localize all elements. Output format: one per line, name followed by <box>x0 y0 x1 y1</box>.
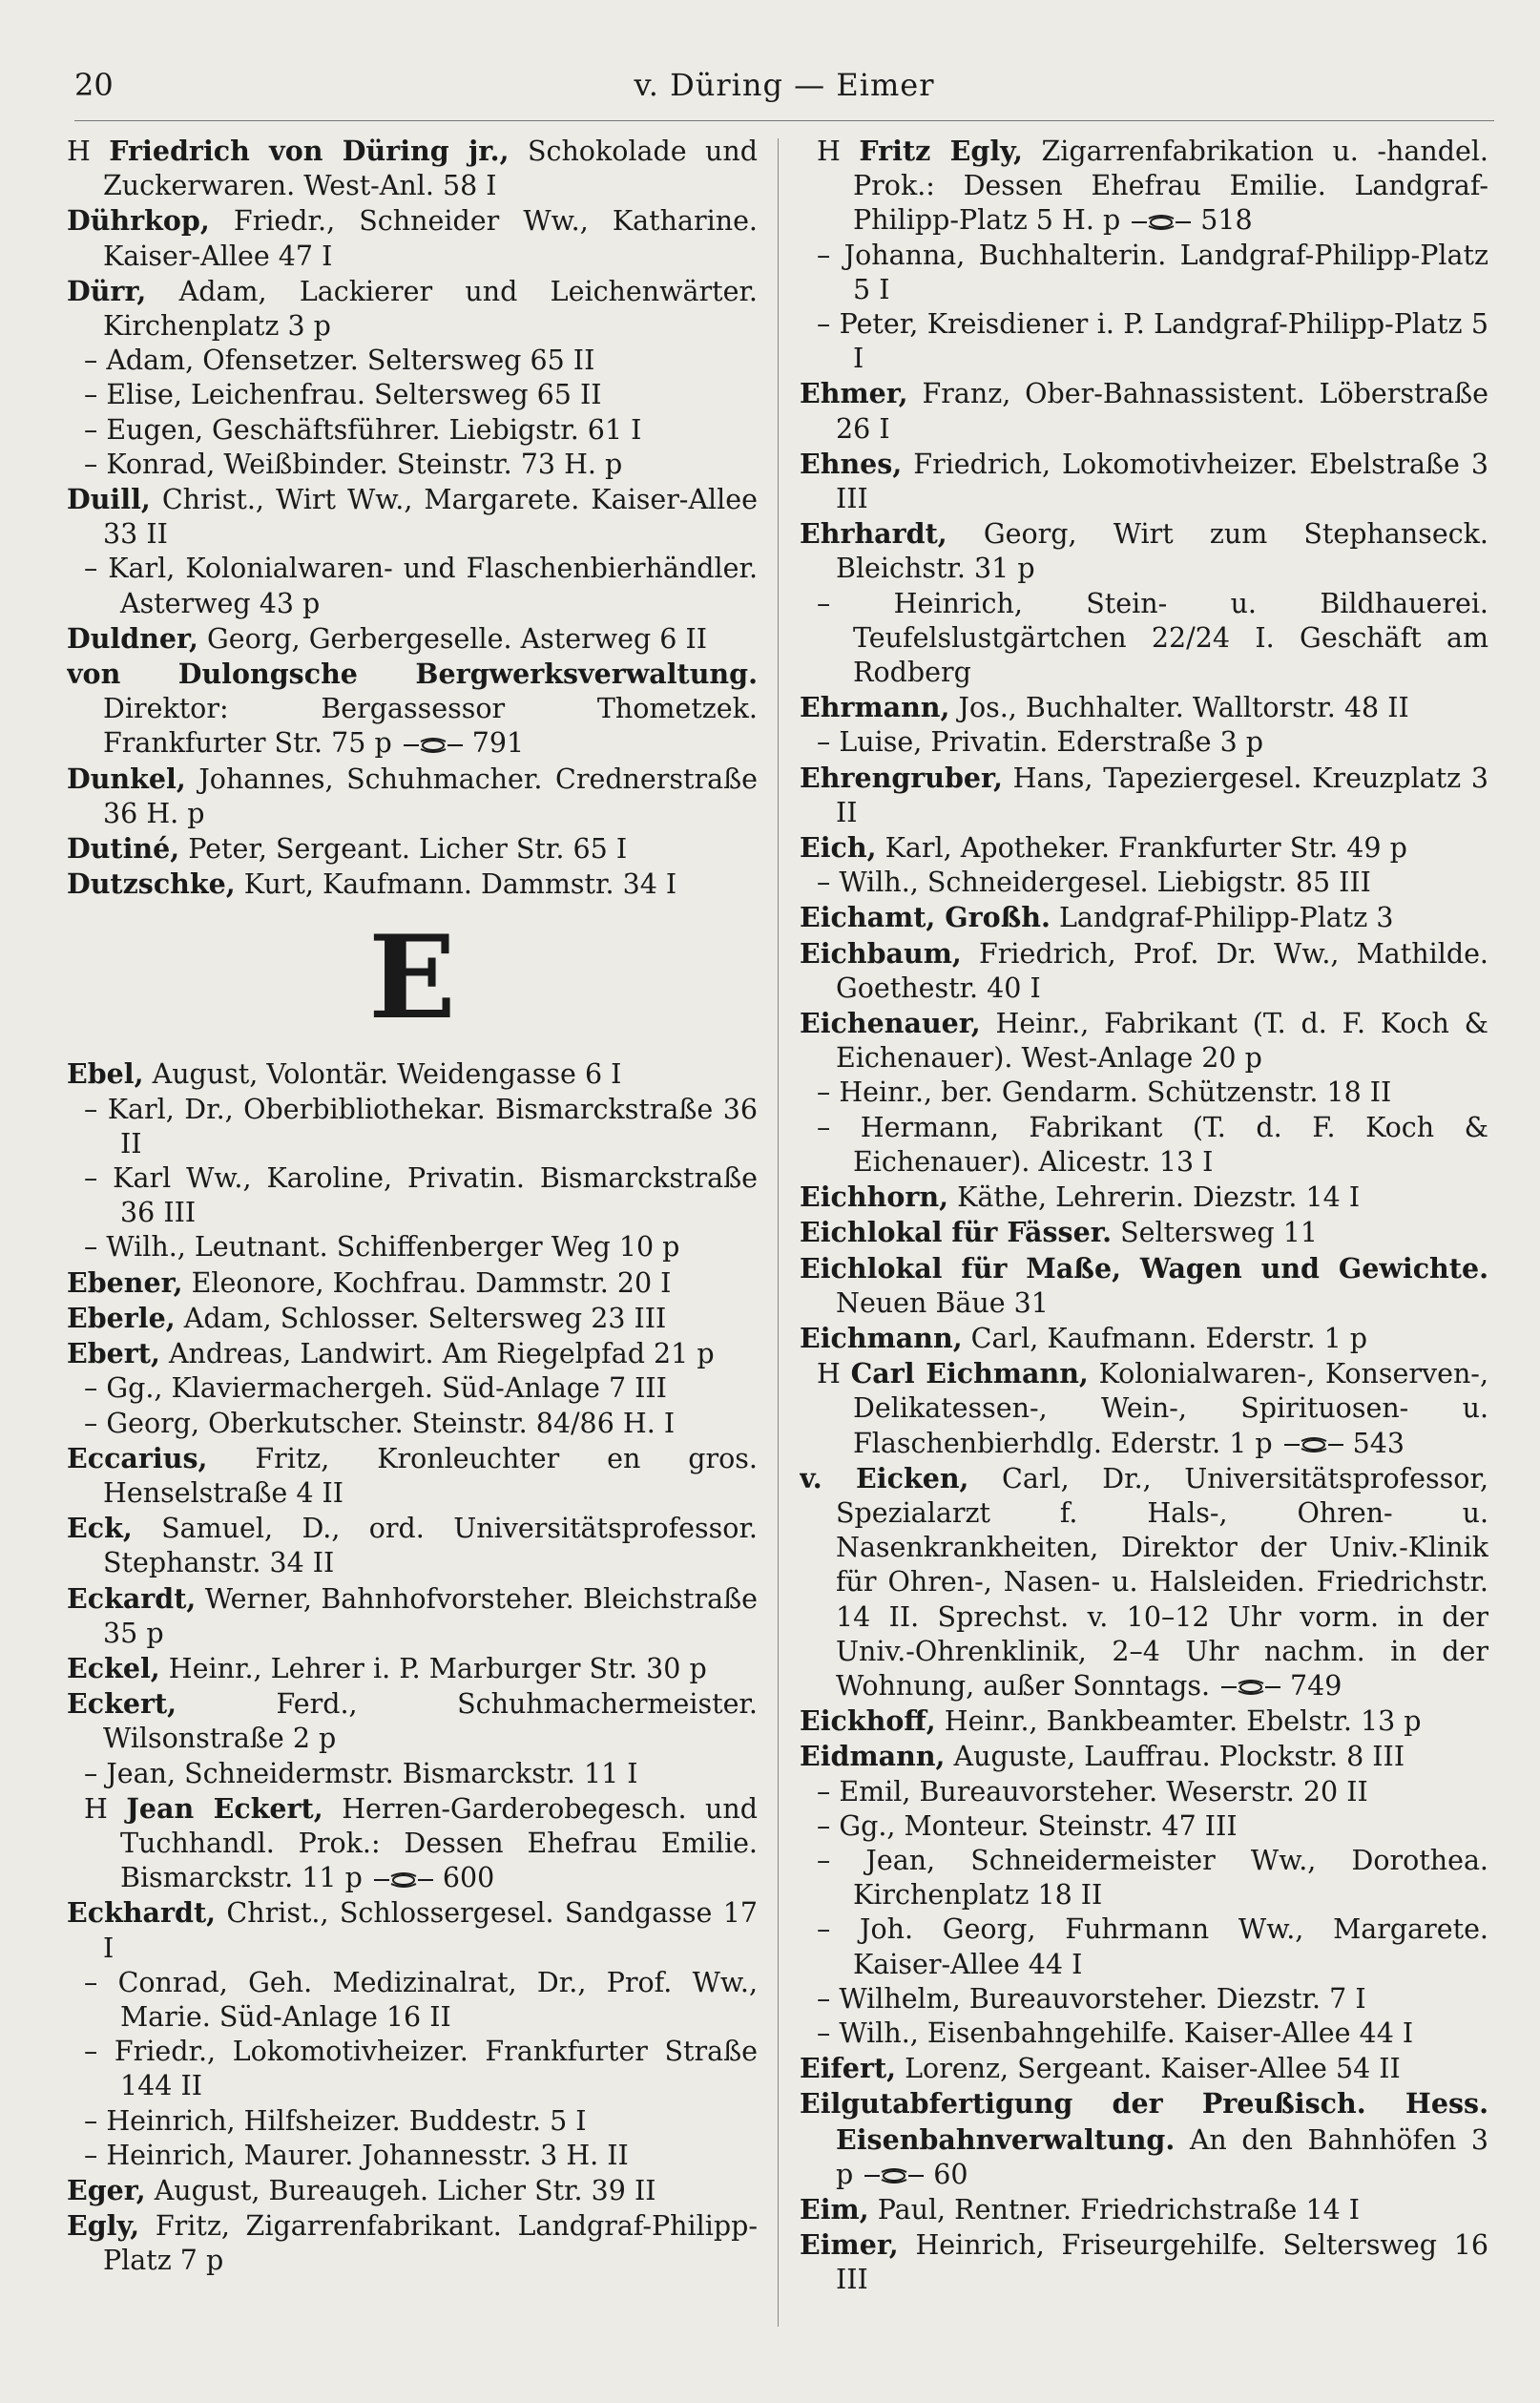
entry-details: Karl, Dr., Oberbibliothekar. Bismarckstraße 36 II <box>107 1093 758 1160</box>
entry-details: Karl, Kolonialwaren- und Flaschenbierhändler. Asterweg 43 p <box>108 553 758 619</box>
entry-prefix: H <box>817 1358 851 1390</box>
entry-details: Adam, Schlosser. Seltersweg 23 III <box>175 1302 667 1334</box>
entry-details: Christ., Schlossergesel. Sandgasse 17 I <box>103 1897 758 1964</box>
entry-prefix: – <box>84 1093 108 1125</box>
entry-prefix: H <box>67 136 110 167</box>
directory-entry <box>67 1407 758 1441</box>
entry-name: Eckardt, <box>67 1581 197 1615</box>
directory-entry <box>67 134 758 203</box>
directory-entry <box>67 2173 758 2208</box>
directory-entry <box>67 1441 758 1511</box>
directory-entry <box>67 552 758 620</box>
entry-prefix: – <box>817 1982 840 2015</box>
directory-entry <box>67 1651 758 1686</box>
entry-details: Conrad, Geh. Medizinalrat, Dr., Prof. Ww., Marie. Süd-Anlage 16 II <box>117 1966 758 2033</box>
entry-prefix: – <box>84 1757 107 1789</box>
section-letter: E <box>368 910 456 1046</box>
entry-details: An den Bahnhöfen 3 p <box>836 2123 1488 2190</box>
entry-details: Luise, Privatin. Ederstraße 3 p <box>839 726 1263 759</box>
telephone-icon <box>372 1871 435 1889</box>
entry-prefix: H <box>817 136 860 167</box>
entry-name: von Dulongsche Bergwerksverwaltung. <box>67 658 758 691</box>
telephone-icon <box>402 737 465 754</box>
directory-entry <box>800 1215 1488 1250</box>
entry-details: Hans, Tapeziergesel. Kreuzplatz 3 II <box>836 762 1488 828</box>
telephone-icon <box>1282 1436 1345 1453</box>
entry-details: Heinrich, Stein- u. Bildhauerei. Teufelslustgärtchen 22/24 I. Geschäft am Rodberg <box>853 587 1488 689</box>
entry-name: Jean Eckert, <box>126 1791 323 1825</box>
directory-entry <box>67 2104 758 2139</box>
entry-prefix: – <box>817 2016 840 2049</box>
entry-prefix: – <box>817 1913 861 1946</box>
entry-details: Samuel, D., ord. Universitätsprofessor. Stephanstr. 34 II <box>103 1513 758 1579</box>
entry-name: Eichmann, <box>800 1321 963 1354</box>
entry-name: Dührkop, <box>67 204 210 238</box>
left-entry-list-e <box>67 1056 758 2278</box>
entry-details: Heinr., ber. Gendarm. Schützenstr. 18 II <box>839 1076 1392 1109</box>
entry-details: Friedrich, Lokomotivheizer. Ebelstraße 3 III <box>836 448 1488 515</box>
entry-name: Dutzschke, <box>67 867 236 901</box>
entry-details: Wilh., Eisenbahngehilfe. Kaiser-Allee 44 I <box>839 2016 1414 2049</box>
entry-details: Lorenz, Sergeant. Kaiser-Allee 54 II <box>896 2053 1401 2085</box>
directory-entry <box>800 307 1488 376</box>
entry-prefix: – <box>84 553 109 585</box>
directory-entry <box>67 867 758 902</box>
directory-entry <box>67 1511 758 1580</box>
directory-entry <box>800 1180 1488 1215</box>
entry-details: Käthe, Lehrerin. Diezstr. 14 I <box>948 1181 1361 1214</box>
entry-name: Eberle, <box>67 1301 176 1334</box>
directory-entry <box>800 1251 1488 1321</box>
entry-details: Eugen, Geschäftsführer. Liebigstr. 61 I <box>106 413 642 446</box>
directory-entry <box>67 2139 758 2173</box>
directory-entry <box>800 1912 1488 1981</box>
entry-details: Heinrich, Hilfsheizer. Buddestr. 5 I <box>106 2104 587 2137</box>
entry-name: Eim, <box>800 2192 869 2225</box>
directory-entry <box>67 1791 758 1896</box>
entry-prefix: – <box>84 1372 107 1405</box>
directory-entry <box>67 1686 758 1756</box>
directory-entry <box>67 1757 758 1791</box>
directory-entry <box>67 274 758 344</box>
entry-details: Eleonore, Kochfrau. Dammstr. 20 I <box>182 1266 672 1299</box>
directory-entry <box>800 1775 1488 1809</box>
directory-entry <box>67 378 758 412</box>
running-head: v. Düring — Eimer <box>634 67 935 103</box>
directory-entry <box>800 1076 1488 1110</box>
entry-details: Friedrich, Prof. Dr. Ww., Mathilde. Goethestr. 40 I <box>836 937 1488 1004</box>
directory-entry <box>800 900 1488 935</box>
right-column <box>800 134 1488 2346</box>
directory-entry <box>67 762 758 831</box>
entry-prefix: – <box>84 2104 107 2137</box>
entry-name: Ehrmann, <box>800 691 950 724</box>
entry-name: Eilgutabfertigung der Preußisch. Hess. Eisenbahnverwaltung. <box>800 2087 1488 2156</box>
directory-entry <box>67 413 758 448</box>
entry-details: Heinr., Lehrer i. P. Marburger Str. 30 p <box>159 1652 707 1684</box>
entry-details: Johanna, Buchhalterin. Landgraf-Philipp-Platz 5 I <box>843 239 1488 305</box>
phone-number: 600 <box>442 1862 495 1894</box>
entry-name: Eickhoff, <box>800 1704 936 1738</box>
entry-name: Eckert, <box>67 1687 177 1721</box>
phone-number: 791 <box>471 727 525 760</box>
directory-entry <box>800 2051 1488 2086</box>
phone-number: 749 <box>1290 1669 1342 1702</box>
directory-entry <box>67 1895 758 1965</box>
entry-prefix: – <box>84 1231 107 1264</box>
directory-entry <box>800 2192 1488 2227</box>
entry-details: Karl Ww., Karoline, Privatin. Bismarckstraße 36 III <box>113 1162 758 1229</box>
entry-prefix: – <box>817 726 840 759</box>
entry-details: Schokolade und Zuckerwaren. West-Anl. 58 I <box>103 136 758 202</box>
entry-name: Eckhardt, <box>67 1896 217 1930</box>
directory-entry <box>800 2086 1488 2192</box>
directory-entry <box>800 690 1488 725</box>
entry-details: Peter, Sergeant. Licher Str. 65 I <box>179 833 628 866</box>
directory-entry <box>67 1265 758 1301</box>
entry-name: Eck, <box>67 1512 133 1545</box>
entry-name: Eichlokal für Fässer. <box>800 1216 1113 1249</box>
entry-name: Dunkel, <box>67 762 186 795</box>
entry-name: Eich, <box>800 831 877 865</box>
entry-details: Kurt, Kaufmann. Dammstr. 34 I <box>235 868 677 901</box>
telephone-icon <box>1130 214 1193 231</box>
directory-entry <box>67 448 758 482</box>
entry-prefix: – <box>817 239 844 271</box>
entry-details: Jos., Buchhalter. Walltorstr. 48 II <box>949 692 1409 724</box>
entry-name: Eidmann, <box>800 1740 946 1773</box>
directory-entry <box>67 482 758 552</box>
entry-details: Landgraf-Philipp-Platz 3 <box>1050 902 1394 934</box>
entry-details: Heinr., Fabrikant (T. d. F. Koch & Eichenauer). West-Anlage 20 p <box>836 1008 1488 1075</box>
entry-details: Friedr., Schneider Ww., Katharine. Kaiser-Allee 47 I <box>103 205 758 272</box>
page-number: 20 <box>74 67 114 103</box>
entry-details: Werner, Bahnhofvorsteher. Bleichstraße 35 p <box>103 1582 758 1649</box>
entry-details: Johannes, Schuhmacher. Crednerstraße 36 H. p <box>103 763 758 829</box>
entry-details: Emil, Bureauvorsteher. Weserstr. 20 II <box>839 1775 1368 1807</box>
directory-entry <box>800 447 1488 516</box>
directory-entry <box>800 2016 1488 2051</box>
entry-details: Wilhelm, Bureauvorsteher. Diezstr. 7 I <box>839 1982 1366 2015</box>
directory-entry <box>800 1111 1488 1180</box>
right-entry-list <box>800 134 1488 2298</box>
directory-entry <box>67 1056 758 1092</box>
entry-name: Ehrhardt, <box>800 517 947 551</box>
entry-name: Ebener, <box>67 1265 183 1299</box>
entry-details: Zigarrenfabrikation u. -handel. Prok.: Dessen Ehefrau Emilie. Landgraf-Philipp-Platz 5 H. p <box>853 136 1488 237</box>
entry-details: Wilh., Leutnant. Schiffenberger Weg 10 p <box>106 1231 680 1264</box>
entry-details: Paul, Rentner. Friedrichstraße 14 I <box>868 2193 1361 2225</box>
directory-entry <box>800 725 1488 760</box>
entry-details: Georg, Gerbergeselle. Asterweg 6 II <box>198 622 707 655</box>
entry-prefix: – <box>817 1076 840 1109</box>
entry-details: Hermann, Fabrikant (T. d. F. Koch & Eichenauer). Alicestr. 13 I <box>853 1111 1488 1178</box>
entry-details: Christ., Wirt Ww., Margarete. Kaiser-Allee 33 II <box>103 484 758 551</box>
entry-prefix: – <box>84 1966 118 1998</box>
entry-prefix: – <box>817 1775 840 1807</box>
entry-name: Eckel, <box>67 1651 160 1684</box>
entry-name: Eichamt, Großh. <box>800 901 1051 934</box>
entry-details: Seltersweg 11 <box>1112 1217 1318 1249</box>
entry-details: Georg, Wirt zum Stephanseck. Bleichstr. 31 p <box>836 518 1488 585</box>
entry-name: Eichbaum, <box>800 936 962 970</box>
entry-details: Franz, Ober-Bahnassistent. Löberstraße 26 I <box>836 378 1488 445</box>
entry-name: Eichlokal für Maße, Wagen und Gewichte. <box>800 1251 1488 1285</box>
directory-entry <box>800 936 1488 1006</box>
directory-entry <box>67 1371 758 1406</box>
entry-details: August, Volontär. Weidengasse 6 I <box>143 1058 622 1091</box>
entry-details: Kolonialwaren-, Konserven-, Delikatessen-, Wein-, Spirituosen- u. Flaschenbierhdlg. Ederstr. 1 p <box>853 1358 1488 1459</box>
entry-details: Adam, Lackierer und Leichenwärter. Kirchenplatz 3 p <box>103 275 758 343</box>
entry-name: Dürr, <box>67 274 147 307</box>
entry-name: Eimer, <box>800 2228 899 2262</box>
entry-details: Friedr., Lokomotivheizer. Frankfurter Straße 144 II <box>114 2036 758 2102</box>
entry-name: Duill, <box>67 483 151 516</box>
directory-entry <box>800 1809 1488 1844</box>
entry-details: Jean, Schneidermstr. Bismarckstr. 11 I <box>106 1757 638 1789</box>
entry-details: Carl, Dr., Universitätsprofessor, Spezialarzt f. Hals-, Ohren- u. Nasenkrankheiten, Direktor der Univ.-Klinik für Ohren-, Nasen- u. Halsleiden. Friedrichstr. 14 II. Sprechst. v. 10–12 Uhr vorm. in der Univ.-Ohrenklinik, 2–4 Uhr nachm. in der Wohnung, außer Sonntags. <box>836 1462 1488 1702</box>
entry-prefix: – <box>84 448 107 480</box>
entry-details: Adam, Ofensetzer. Seltersweg 65 II <box>106 345 595 377</box>
entry-details: Heinrich, Friseurgehilfe. Seltersweg 16 III <box>836 2229 1488 2296</box>
directory-entry <box>67 2035 758 2103</box>
entry-name: Ebel, <box>67 1057 144 1091</box>
entry-prefix: – <box>84 379 107 411</box>
entry-prefix: – <box>817 587 894 619</box>
entry-name: Eichhorn, <box>800 1181 949 1214</box>
entry-prefix: – <box>84 1407 107 1439</box>
directory-entry <box>800 134 1488 239</box>
entry-name: Friedrich von Düring jr., <box>109 135 510 167</box>
directory-entry <box>800 2227 1488 2297</box>
left-entry-list <box>67 134 758 902</box>
entry-name: Eichenauer, <box>800 1007 981 1040</box>
entry-details: Neuen Bäue 31 <box>836 1286 1049 1319</box>
entry-prefix: H <box>84 1792 127 1825</box>
entry-details: Carl, Kaufmann. Ederstr. 1 p <box>962 1322 1368 1354</box>
directory-entry <box>800 1356 1488 1461</box>
directory-entry <box>800 1844 1488 1912</box>
entry-details: Georg, Oberkutscher. Steinstr. 84/86 H. I <box>106 1407 676 1439</box>
phone-number: 60 <box>933 2158 968 2190</box>
entry-prefix: – <box>84 2036 114 2068</box>
entry-details: Ferd., Schuhmachermeister. Wilsonstraße 2 p <box>103 1688 758 1755</box>
directory-entry <box>800 1461 1488 1703</box>
directory-entry <box>67 831 758 867</box>
entry-prefix: – <box>817 308 840 341</box>
entry-prefix: – <box>84 413 107 446</box>
directory-entry <box>800 587 1488 691</box>
entry-details: Jean, Schneidermeister Ww., Dorothea. Kirchenplatz 18 II <box>853 1844 1488 1912</box>
entry-prefix: – <box>817 867 840 899</box>
entry-details: Fritz, Kronleuchter en gros. Henselstraße 4 II <box>103 1442 758 1509</box>
entry-name: Eccarius, <box>67 1441 208 1474</box>
telephone-icon <box>863 2167 926 2184</box>
phone-number: 543 <box>1352 1427 1405 1459</box>
entry-prefix: – <box>84 1162 114 1195</box>
directory-entry <box>67 1966 758 2035</box>
directory-entry <box>67 203 758 273</box>
entry-details: Gg., Klaviermachergeh. Süd-Anlage 7 III <box>106 1372 667 1405</box>
entry-name: Ebert, <box>67 1337 160 1370</box>
directory-entry <box>800 1321 1488 1356</box>
entry-name: Fritz Egly, <box>859 135 1023 167</box>
entry-name: Egly, <box>67 2209 140 2243</box>
directory-entry <box>800 1006 1488 1076</box>
entry-details: Karl, Apotheker. Frankfurter Str. 49 p <box>876 832 1407 865</box>
entry-prefix: – <box>817 1809 840 1842</box>
entry-details: Fritz, Zigarrenfabrikant. Landgraf-Philipp-Platz 7 p <box>103 2210 758 2277</box>
directory-entry <box>800 239 1488 307</box>
telephone-icon <box>1219 1679 1282 1696</box>
column-divider <box>778 138 779 2327</box>
directory-entry <box>800 376 1488 446</box>
directory-entry <box>800 1703 1488 1739</box>
entry-details: Andreas, Landwirt. Am Riegelpfad 21 p <box>159 1338 715 1370</box>
entry-name: Eifert, <box>800 2052 897 2085</box>
directory-entry <box>800 866 1488 900</box>
directory-entry <box>800 1982 1488 2016</box>
entry-name: Ehmer, <box>800 377 908 410</box>
directory-entry <box>67 657 758 762</box>
entry-details: Elise, Leichenfrau. Seltersweg 65 II <box>106 379 602 411</box>
directory-entry <box>67 1093 758 1161</box>
entry-name: v. Eicken, <box>800 1461 969 1494</box>
directory-entry <box>800 761 1488 830</box>
phone-number: 518 <box>1200 204 1253 237</box>
entry-details: Herren-Garderobegesch. und Tuchhandl. Prok.: Dessen Ehefrau Emilie. Bismarckstr. 11 p <box>120 1792 758 1894</box>
entry-prefix: – <box>84 2139 107 2171</box>
left-column <box>67 134 758 2346</box>
entry-details: Auguste, Lauffrau. Plockstr. 8 III <box>945 1741 1405 1773</box>
entry-name: Ehrengruber, <box>800 761 1003 794</box>
directory-entry <box>67 1581 758 1651</box>
entry-details: August, Bureaugeh. Licher Str. 39 II <box>145 2174 656 2206</box>
entry-name: Eger, <box>67 2173 146 2206</box>
directory-entry <box>67 2208 758 2278</box>
entry-details: Konrad, Weißbinder. Steinstr. 73 H. p <box>106 448 623 480</box>
entry-details: Wilh., Schneidergesel. Liebigstr. 85 III <box>839 867 1371 899</box>
directory-entry <box>800 516 1488 586</box>
directory-entry <box>67 1161 758 1230</box>
entry-name: Dutiné, <box>67 832 180 866</box>
entry-name: Ehnes, <box>800 447 903 480</box>
directory-entry <box>67 344 758 378</box>
entry-prefix: – <box>817 1844 866 1876</box>
directory-entry <box>800 1739 1488 1774</box>
entry-details: Gg., Monteur. Steinstr. 47 III <box>839 1809 1238 1842</box>
directory-entry <box>67 1336 758 1371</box>
directory-entry <box>67 1301 758 1336</box>
page-header <box>74 63 1494 121</box>
entry-details: Peter, Kreisdiener i. P. Landgraf-Philipp-Platz 5 I <box>839 308 1488 375</box>
entry-details: Heinrich, Maurer. Johannesstr. 3 H. II <box>106 2139 629 2171</box>
entry-details: Direktor: Bergassessor Thometzek. Frankfurter Str. 75 p <box>103 693 758 760</box>
directory-entry <box>800 830 1488 866</box>
entry-details: Heinr., Bankbeamter. Ebelstr. 13 p <box>935 1705 1422 1738</box>
directory-entry <box>67 621 758 657</box>
entry-details: Joh. Georg, Fuhrmann Ww., Margarete. Kaiser-Allee 44 I <box>853 1913 1488 1980</box>
entry-prefix: – <box>84 345 107 377</box>
entry-name: Duldner, <box>67 621 198 655</box>
directory-entry <box>67 1230 758 1264</box>
entry-prefix: – <box>817 1111 861 1143</box>
entry-name: Carl Eichmann, <box>850 1357 1089 1390</box>
